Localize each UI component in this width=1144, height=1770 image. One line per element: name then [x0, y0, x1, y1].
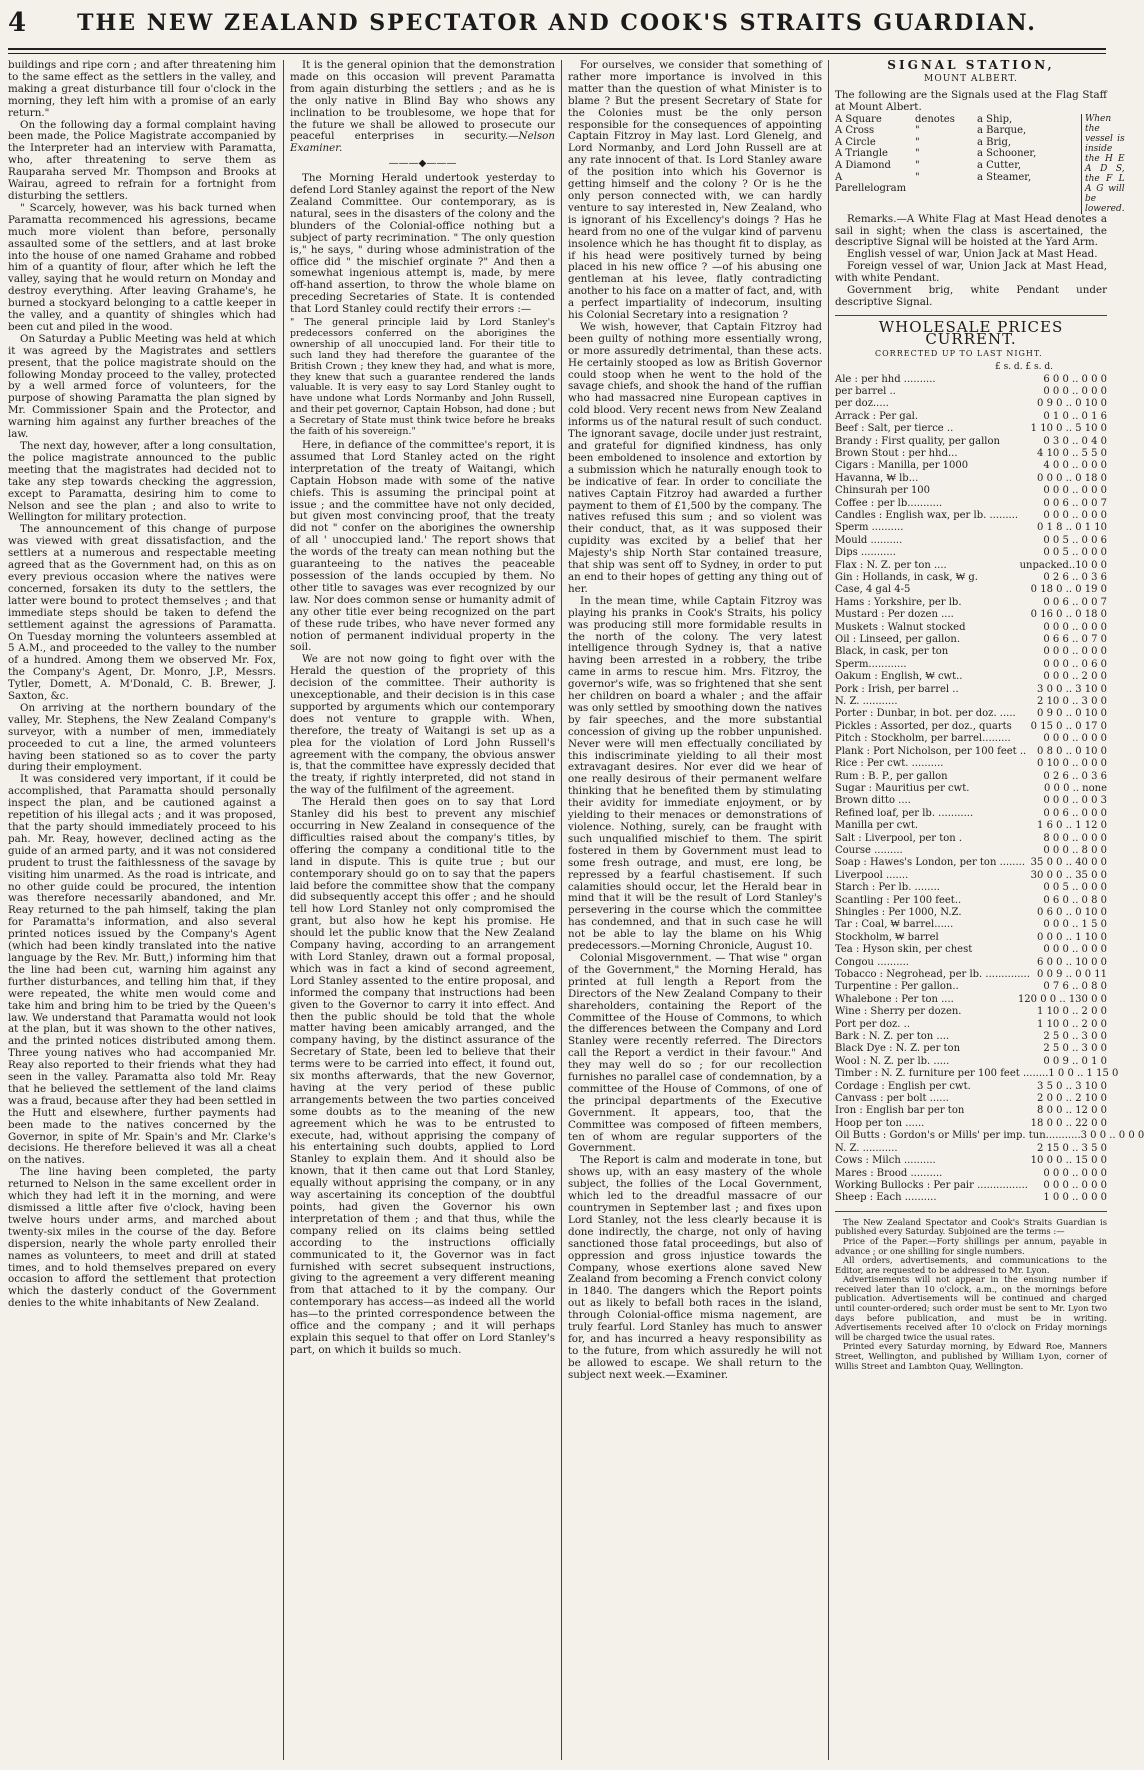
paragraph-text: It is the general opinion that the demonstration made on this occasion will prevent Paramatta from again disturbing the settlers ; and as he is the only native in Blind Bay who shows any inclination to be troublesome, we hope that for the future we shall be allowed to prosecute our peaceful enterprises in security. [290, 59, 555, 143]
price-value: 3 0 0 .. 0 0 0 [1080, 1130, 1144, 1142]
price-value: 0 1 0 .. 0 1 6 [1043, 410, 1107, 422]
signal-word: " [915, 160, 920, 171]
price-item: Course ......... [835, 844, 903, 856]
price-value: 2 15 0 .. 3 5 0 [1037, 1142, 1107, 1154]
price-item: Wool : N. Z. per lb. ..... [835, 1055, 950, 1067]
paragraph: The Herald then goes on to say that Lord Stanley did his best to prevent any mischief occurring in New Zealand in consequence of the difficulties raised about the company's titles, by offering the company a conditional title to the land in dispute. This is quite true ; but our contemporary should go on to say that the papers laid before the committee show that the company did subsequently accept this offer ; and he should tell how Lord Stanley not only compromised the grant, but also how he kept his promise. He should let the public know that the New Zealand Company having, according to an arrangement with Lord Stanley, drawn out a formal proposal, which was in fact a kind of second agreement, Lord Stanley assented to the entire proposal, and informed the company that instructions had been given to the Governor to carry it into effect. And then the public should be told that the whole matter having been amicably arranged, and the company having, by the distinct assurance of the Secretary of State, been led to believe that their terms were to be carried into effect, it found out, six months afterwards, that the new Governor, having at the very period of these public arrangements between the two parties conceived some doubts as to the meaning of the new agreement which he was to be entrusted to execute, had, without apprising the company of his entertaining such doubts, applied to Lord Stanley to explain them. And it should also be known, that it then came out that Lord Stanley, equally without apprising the company, or in any way ascertaining its conception of the doubtful points, had given the Governor his own interpretation of them ; and that thus, while the company relied on its claims being settled according to the instructions officially communicated to it, the Governor was in fact furnished with secret subsequent instructions, giving to the agreement a very different meaning from that attached to it by the company. Our contemporary has access—as indeed all the world has—to the printed correspondence between the office and the company ; and it will perhaps explain this sequel to that offer on Lord Stanley's part, on which it builds so much. [290, 796, 555, 1356]
section-ornament: ———◆——— [388, 158, 457, 170]
column-3 [568, 60, 822, 1760]
prices-title: WHOLESALE PRICES CURRENT. [878, 317, 1064, 348]
price-item: Port per doz. .. [835, 1018, 911, 1030]
price-row [835, 671, 1107, 683]
price-item: Cordage : English per cwt. [835, 1080, 971, 1092]
paragraph: In the mean time, while Captain Fitzroy was playing his pranks in Cook's Straits, his policy was producing still more formidable results in the north of the colony. The very latest intelligence through Sydney is, that a native having been arrested in a robbery, the tribe came in arms to rescue him. Mrs. Fitzroy, the governor's wife, was so frightened that she sent her children on board a whaler ; and the affair was only settled by smoothing down the natives by fair speeches, and the more substantial concession of giving up the robber unpunished. Never were will men effectually conciliated by this indiscriminate yielding to all their most extravagant desires. Nor ever did we hear of one really desirous of their permanent welfare thinking that he benefited them by stimulating their avidity for immediate enjoyment, or by yielding to their menaces or demonstrations of violence. Nothing, surely, can be fraught with such unqualified mischief to them. The spirit fostered in them by Government must lead to some fresh outrage, and must, ere long, be repressed by a fearful chastisement. If such calamities should occur, let the Herald bear in mind that it will be the result of Lord Stanley's persevering in the course which the committee has condemned, and that in such case he will not be able to lay the blame on his Whig predecessors.—Morning Chronicle, August 10. [568, 594, 822, 953]
price-item: Starch : Per lb. ........ [835, 882, 940, 894]
signal-station [835, 58, 1125, 309]
paragraph: The Morning Herald undertook yesterday to defend Lord Stanley against the report of the New Zealand Committee. Our contemporary, as is natural, sees in the disasters of the colony and the blunders of the Colonial-office nothing but a subject of party recrimination. " The only question is," he says, " during whose administration of the office did " the mischief orginate ?" And then a somewhat ingenious attempt is, made, by mere off-hand assertion, to throw the whole blame on preceding Secretaries of State. It is contended that Lord Stanley could rectify their errors :— [290, 172, 555, 316]
price-item: Liverpool ....... [835, 869, 909, 881]
price-row [835, 733, 1107, 745]
price-value: 10 0 0 .. 15 0 0 [1030, 1155, 1107, 1167]
price-item: Sheep : Each .......... [835, 1192, 937, 1204]
price-value: 4 0 0 .. 0 0 0 [1043, 460, 1107, 472]
price-row [835, 1019, 1107, 1031]
price-item: Sperm............ [835, 658, 907, 670]
paragraph: It was considered very important, if it could be accomplished, that Paramatta should personally inspect the plan, and be cautioned against a repetition of his illegal acts ; and it was proposed, that the party should immediately proceed to his pah. Mr. Reay, however, declined acting as the guide of an armed party, and it was not considered prudent to trust the faithlessness of the savage by visiting him unarmed. As the road is intricate, and no other guide could be procured, the intention was therefore necessarily abandoned, and Mr. Reay returned to the pah himself, taking the plan for Paramatta's information, and also several printed notices issued by the Company's Agent (which had been kindly translated into the native language by the Rev. Mr. Butt,) informing him that the line had been cut, warning him against any further disturbances, and telling him that, if they were repeated, the white men would come and take him and bring him to be tried by the Queen's law. We understand that Paramatta would not look at the plan, but it was shown to the other natives, and the printed notices distributed among them. Three young natives who had accompanied Mr. Reay also reported to their friends what they had seen in the valley. Paramatta also told Mr. Reay that he believed the settlement of the land claims was a fraud, because after they had been settled in the Hutt and elsewhere, further payments had been made to the natives concerned by the Governor, in spite of Mr. Spain's and Mr. Clarke's decisions. He therefore believed it was all a cheat on the natives. [8, 773, 276, 1167]
price-item: Oakum : English, ₩ cwt.. [835, 671, 963, 683]
signal-row [835, 125, 1077, 137]
price-row [835, 634, 1107, 646]
signal-word: " [915, 148, 920, 160]
price-value: 0 6 0 .. 0 8 0 [1043, 894, 1107, 906]
price-value: 1 10 0 .. 2 0 0 [1037, 1018, 1107, 1030]
price-item: Cigars : Manilla, per 1000 [835, 460, 969, 472]
price-row [835, 1068, 1119, 1080]
signal-word: " [915, 136, 920, 148]
price-row [835, 609, 1107, 621]
signal-shape: A Square [835, 113, 882, 125]
price-item: N. Z. ........... [835, 1142, 898, 1154]
price-value: 3 0 0 .. 3 10 0 [1037, 683, 1107, 695]
price-value: 0 0 9 .. 0 0 11 [1037, 969, 1107, 980]
price-value: 0 0 0 .. 0 0 0 [1043, 733, 1107, 745]
signal-table [835, 113, 1125, 214]
notice-paragraph: Price of the Paper.—Forty shillings per annum, payable in advance ; or one shilling for single numbers. [835, 1235, 1107, 1256]
price-item: Plank : Port Nicholson, per 100 feet .. [835, 745, 1027, 757]
price-row [835, 783, 1107, 795]
price-item: Pitch : Stockholm, per barrel......... [835, 733, 1011, 745]
price-row [835, 721, 1107, 733]
price-row [835, 659, 1107, 671]
price-value: 0 0 0 .. 1 5 0 [1043, 919, 1107, 931]
price-value: 0 16 0 .. 0 18 0 [1030, 609, 1107, 621]
price-value: 0 0 0 .. 0 0 0 [1043, 509, 1107, 521]
price-item: Coffee : per lb........... [835, 497, 943, 509]
price-row [835, 1130, 1144, 1142]
price-value: 1 10 0 .. 2 0 0 [1037, 1006, 1107, 1018]
signal-shape: A Triangle [835, 148, 888, 160]
price-value: 0 0 0 .. 0 18 0 [1037, 472, 1107, 484]
column-divider [283, 60, 284, 1760]
price-item: Mustard : Per dozen .... [835, 609, 954, 621]
price-value: 8 0 0 .. 0 0 0 [1043, 832, 1107, 844]
price-row [835, 1155, 1107, 1167]
price-row [835, 696, 1107, 708]
price-item: Dips ........... [835, 547, 896, 559]
signal-side-note: When the vessel is inside the H E A D S, the F L A G will be lowered. [1081, 114, 1125, 214]
price-value: 0 0 6 .. 0 0 0 [1043, 807, 1107, 819]
price-item: Sperm .......... [835, 522, 904, 534]
price-row [835, 907, 1107, 919]
signal-meaning: a Ship, [977, 113, 1013, 125]
signal-government: Government brig, white Pendant under descriptive Signal. [835, 284, 1107, 308]
signal-meaning: a Barque, [977, 125, 1027, 137]
paragraph: " Scarcely, however, was his back turned when Paramatta recommenced his agressions, became much more violent than before, personally assaulted some of the settlers, and at last broke into the house of one named Grahame and robbed him of a quantity of flour, after which he left the valley, saying that he would return on Monday and destroy everything. After leaving Grahame's, he burned a stockyard belonging to a cattle keeper in the valley, and a quantity of shingles which had been cut and piled in the wood. [8, 201, 276, 333]
price-item: Oil : Linseed, per gallon. [835, 634, 961, 646]
signal-subtitle: MOUNT ALBERT. [924, 73, 1018, 84]
price-row [835, 584, 1107, 596]
price-value: 0 0 0 .. 0 6 0 [1043, 658, 1107, 670]
price-item: Brown Stout : per hhd... [835, 447, 958, 459]
price-row [835, 1192, 1107, 1204]
price-item: Rice : Per cwt. .......... [835, 758, 944, 770]
price-row [835, 708, 1107, 720]
price-row [835, 547, 1107, 559]
signal-english: English vessel of war, Union Jack at Mast Head. [847, 248, 1098, 261]
price-item: Tobacco : Negrohead, per lb. .............. [835, 969, 1030, 980]
paragraph: The next day, however, after a long consultation, the police magistrate announced to the public meeting that the magistrates had decided not to take any step towards checking the aggression, except to Paramatta, desiring him to come to Nelson and see the plan ; and also to write to Wellington for military protection. [8, 440, 276, 524]
price-row [835, 572, 1107, 584]
page-number: 4 [8, 8, 27, 38]
price-row [835, 808, 1107, 820]
price-value: 30 0 0 .. 35 0 0 [1030, 869, 1107, 881]
price-row [835, 795, 1107, 807]
price-row [835, 957, 1107, 969]
price-item: Muskets : Walnut stocked [835, 621, 966, 633]
price-row [835, 1093, 1107, 1105]
price-item: Porter : Dunbar, in bot. per doz. ..... [835, 708, 1016, 720]
signal-meaning: a Cutter, [977, 160, 1022, 171]
price-item: Tar : Coal, ₩ barrel...... [835, 919, 954, 931]
signal-word: " [915, 171, 920, 183]
price-row [835, 969, 1107, 981]
price-row [835, 522, 1107, 534]
paragraph: On the following day a formal complaint having been made, the Police Magistrate accompanied by the Interpreter had an interview with Paramatta, who, after threatening to serve them as Rauparaha served Mr. Thompson and Brooks at Wairau, agreed to refrain for a fortnight from disturbing the settlers. [8, 118, 276, 202]
price-row [835, 436, 1107, 448]
price-list [835, 373, 1144, 1205]
price-item: per doz..... [835, 398, 889, 410]
price-value: unpacked..10 0 0 [1019, 559, 1107, 571]
column-1 [8, 60, 276, 1760]
price-item: Whalebone : Per ton .... [835, 993, 954, 1005]
price-value: 0 0 6 .. 0 0 7 [1043, 596, 1107, 608]
price-value: 0 0 0 .. 0 0 0 [1043, 944, 1107, 956]
price-row [835, 944, 1107, 956]
price-value: 0 0 0 .. 0 0 0 [1043, 1167, 1107, 1179]
price-row [835, 560, 1107, 572]
price-value: 2 5 0 .. 3 0 0 [1043, 1031, 1107, 1043]
price-value: 0 0 0 .. none [1044, 782, 1107, 794]
price-item: Congou .......... [835, 956, 909, 968]
price-value: 18 0 0 .. 22 0 0 [1030, 1117, 1107, 1129]
signal-row [835, 148, 1077, 160]
price-item: Case, 4 gal 4-5 [835, 584, 911, 596]
price-value: 1 6 0 .. 1 12 0 [1037, 820, 1107, 832]
price-row [835, 535, 1107, 547]
price-value: 0 10 0 .. 0 0 0 [1037, 758, 1107, 770]
price-value: 8 0 0 .. 12 0 0 [1037, 1105, 1107, 1117]
paragraph [290, 60, 555, 155]
price-row [835, 746, 1107, 758]
price-row [835, 473, 1107, 485]
price-value: 1 0 0 .. 1 15 0 [1048, 1068, 1119, 1080]
notice-paragraph: All orders, advertisements, and communications to the Editor, are requested to be addressed to Mr. Lyon. [835, 1255, 1107, 1275]
price-row [835, 1056, 1107, 1068]
price-row [835, 1180, 1107, 1192]
price-row [835, 857, 1107, 869]
signal-title: SIGNAL STATION, [887, 58, 1055, 72]
price-row [835, 771, 1107, 783]
newspaper-title: THE NEW ZEALAND SPECTATOR AND COOK'S STRAITS GUARDIAN. [77, 10, 1037, 36]
price-value: 2 10 0 .. 3 0 0 [1037, 696, 1107, 708]
signal-word: " [915, 125, 920, 137]
price-value: 0 0 0 .. 0 0 3 [1043, 795, 1107, 807]
price-item: Manilla per cwt. [835, 820, 919, 832]
price-value: 0 1 8 .. 0 1 10 [1037, 522, 1107, 534]
price-row [835, 758, 1107, 770]
price-item: Candles : English wax, per lb. ......... [835, 509, 1019, 521]
prices-headers: £ s. d. £ s. d. [995, 361, 1053, 372]
price-row [835, 919, 1107, 931]
price-value: 120 0 0 .. 130 0 0 [1017, 993, 1107, 1005]
price-value: 0 18 0 .. 0 19 0 [1030, 584, 1107, 596]
price-item: Hams : Yorkshire, per lb. [835, 596, 962, 608]
price-item: Turpentine : Per gallon.. [835, 981, 959, 993]
signal-shape: A Circle [835, 136, 876, 148]
price-value: 0 6 0 .. 0 10 0 [1037, 906, 1107, 918]
price-row [835, 485, 1107, 497]
signal-row [835, 137, 1077, 149]
signal-meaning: a Steamer, [977, 171, 1032, 183]
price-item: Oil Butts : Gordon's or Mills' per imp. tun........... [835, 1130, 1081, 1142]
notice-paragraph: Printed every Saturday morning, by Edward Roe, Manners Street, Wellington, and published by William Lyon, corner of Willis Street and Lambton Quay, Wellington. [835, 1341, 1107, 1371]
price-row [835, 423, 1107, 435]
signal-row [835, 114, 1077, 126]
price-row [835, 411, 1107, 423]
price-row [835, 820, 1107, 832]
column-2 [290, 60, 555, 1760]
price-value: 0 3 0 .. 0 4 0 [1043, 435, 1107, 447]
price-row [835, 1006, 1107, 1018]
price-item: Mould .......... [835, 534, 903, 546]
signal-row [835, 160, 1077, 172]
price-value: 4 10 0 .. 5 5 0 [1037, 447, 1107, 459]
paragraph: We are not now going to fight over with the Herald the question of the propriety of this decision of the committee. Their authority is unexceptionable, and their decision is in this case supported by arguments which our contemporary does not venture to grapple with. When, therefore, the treaty of Waitangi is set up as a plea for the violation of Lord John Russell's agreement with the company, the obvious answer is, that the committee have expressly decided that the treaty, if rightly interpreted, did not stand in the way of the fulfilment of the agreement. [290, 653, 555, 797]
price-row [835, 1168, 1107, 1180]
price-value: 0 0 9 .. 0 1 0 [1043, 1055, 1107, 1067]
price-item: Black Dye : N. Z. per ton [835, 1043, 961, 1055]
price-row [835, 994, 1107, 1006]
signal-shape: A Cross [835, 125, 875, 137]
price-item: Hoop per ton ...... [835, 1117, 925, 1129]
section-divider [835, 315, 1107, 316]
price-value: 0 7 6 .. 0 8 0 [1043, 981, 1107, 993]
price-row [835, 1105, 1107, 1117]
price-item: Refined loaf, per lb. ........... [835, 807, 974, 819]
masthead [0, 0, 1114, 52]
signal-intro: The following are the Signals used at the Flag Staff at Mount Albert. [835, 88, 1107, 113]
price-row [835, 646, 1107, 658]
price-item: Sugar : Mauritius per cwt. [835, 782, 970, 794]
price-item: Brandy : First quality, per gallon [835, 435, 1000, 447]
price-item: Mares : Brood .......... [835, 1167, 943, 1179]
price-row [835, 597, 1107, 609]
price-row [835, 1118, 1107, 1130]
price-value: 0 8 0 .. 0 10 0 [1037, 745, 1107, 757]
price-row [835, 448, 1107, 460]
price-value: 6 0 0 .. 10 0 0 [1037, 956, 1107, 968]
column-divider [828, 60, 829, 1760]
price-item: N. Z. ........... [835, 696, 898, 708]
column-4 [835, 58, 1144, 1760]
price-item: Arrack : Per gal. [835, 410, 919, 422]
paragraph: buildings and ripe corn ; and after threatening him to the same effect as the settlers in the valley, and making a great disturbance till four o'clock in the morning, they left him with a promise of an early return." [8, 59, 276, 119]
paragraph: Here, in defiance of the committee's report, it is assumed that Lord Stanley acted on the right interpretation of the treaty of Waitangi, which Captain Hobson made with some of the native chiefs. This is assuming the principal point at issue ; and the committee have not only decided, but given most convincing proof, that the treaty did not " confer on the aborigines the ownership of all ' unoccupied land.' The report shows that the words of the treaty can mean nothing but the guaranteeing to the natives the peaceable possession of the lands occupied by them. No other title to savages was ever recognized by our law. Nor does common sense or humanity admit of any other title ever being recognized on the part of these rude tribes, who have never formed any notion of permanent individual property in the soil. [290, 439, 555, 654]
price-item: Flax : N. Z. per ton .... [835, 559, 947, 571]
price-row [835, 833, 1107, 845]
column-divider [561, 60, 562, 1760]
signal-shape: A Diamond [835, 160, 891, 171]
signal-word: denotes [915, 113, 955, 125]
signal-shape: A Parellelogram [835, 171, 907, 195]
price-row [835, 981, 1107, 993]
paragraph: The line having been completed, the party returned to Nelson in the same excellent order in which they had left it in the morning, and were dismissed a little after five o'clock, having been twelve hours under arms, and marched about twenty-six miles in the course of the day. Before dispersion, nearly the whole party enrolled their names as volunteers, to meet and drill at stated times, and to hold themselves prepared on every occasion to afford the settlement that protection which the dasterly conduct of the Government denies to the white inhabitants of New Zealand. [8, 1166, 276, 1310]
paragraph: On Saturday a Public Meeting was held at which it was agreed by the Magistrates and settlers present, that the police magistrate should on the following Monday proceed to the valley, protected by a well armed force of volunteers, for the purpose of showing Paramatta the plan signed by Mr. Commissioner Spain and the Protector, and warning him against any further breaches of the law. [8, 332, 276, 441]
price-value: 3 5 0 .. 3 10 0 [1037, 1080, 1107, 1092]
price-row [835, 622, 1107, 634]
price-row [835, 845, 1107, 857]
source-credit: —Nelson Examiner. [290, 130, 555, 155]
paragraph: For ourselves, we consider that something of rather more importance is involved in this matter than the question of what Minister is to blame ? But the present Secretary of State for the Colonies must be the only person responsible for the consequences of appointing Captain Fitzroy in May last. Lord Glenelg, and Lord Normanby, and Lord John Russell are at any rate innocent of that. Is Lord Stanley aware of the position into which his Governor is getting himself and the colony ? Or is he the only person connected with, we can hardly venture to say interested in, New Zealand, who is ignorant of his Excellency's doings ? Has he heard from no one of the vulgar kind of parvenu insolence which he has thought fit to display, as if his head were positively turned by being placed in his new office ? —of his abusing one gentleman at his levee, flatly contradicting another to his face on a matter of fact, and, with a perfect impartiality of indecorum, insulting his Colonial Secretary into a resignation ? [568, 59, 822, 322]
price-row [835, 374, 1107, 386]
price-item: Shingles : Per 1000, N.Z. [835, 906, 962, 918]
price-item: Black, in cask, per ton [835, 646, 949, 658]
price-item: per barrel .. [835, 385, 896, 397]
price-value: 0 6 6 .. 0 7 0 [1043, 634, 1107, 646]
price-value: 0 0 5 .. 0 0 0 [1043, 882, 1107, 894]
price-item: Beef : Salt, per tierce .. [835, 423, 954, 435]
price-row [835, 1043, 1107, 1055]
price-value: 0 0 0 .. 2 0 0 [1043, 671, 1107, 683]
signal-meaning: a Schooner, [977, 148, 1037, 160]
price-item: Stockholm, ₩ barrel [835, 931, 939, 943]
notice-paragraph: Advertisements will not appear in the ensuing number if received later than 10 o'clock, a.m., on the mornings before publication. Advertisements will be continued and charged until counter-ordered; such order must be sent to Mr. Lyon two days before publication, and must be in writing. Advertisements received after 10 o'clock on Friday mornings will be charged twice the usual rates. [835, 1274, 1107, 1342]
price-item: Pickles : Assorted, per doz., quarts [835, 720, 1012, 732]
signal-rows [835, 114, 1077, 214]
price-value: 1 10 0 .. 5 10 0 [1030, 423, 1107, 435]
price-item: Ale : per hhd .......... [835, 373, 936, 385]
price-value: 0 9 0 .. 0 10 0 [1037, 398, 1107, 410]
price-value: 6 0 0 .. 0 0 0 [1043, 373, 1107, 385]
notice-paragraph: The New Zealand Spectator and Cook's Straits Guardian is published every Saturday. Subjoined are the terms :— [835, 1216, 1107, 1237]
price-value: 0 0 0 .. 0 0 0 [1043, 646, 1107, 658]
paragraph: The announcement of this change of purpose was viewed with great dissatisfaction, and the settlers at a numerous and respectable meeting agreed that as the Government had, on this as on every previous occasion where the natives were concerned, forsaken its duty to the settlers, the latter were bound to protect themselves ; and that immediate steps should be taken to defend the settlement against the agressions of Paramatta. On Tuesday morning the volunteers assembled at 5 A.M., and proceeded to the valley to the number of a hundred. Among them we observed Mr. Fox, the Company's Agent, Dr. Monro, J.P., Messrs. Tytler, Domett, A. M'Donald, C. B. Brewer, J. Saxton, &c. [8, 523, 276, 703]
section-divider [835, 1211, 1107, 1212]
price-row [835, 460, 1107, 472]
price-row [835, 510, 1107, 522]
prices-corrected: CORRECTED UP TO LAST NIGHT. [875, 348, 1043, 358]
price-item: Timber : N. Z. furniture per 100 feet ........ [835, 1068, 1049, 1080]
price-item: Tea : Hyson skin, per chest [835, 944, 973, 956]
price-value: 0 9 0 .. 0 10 0 [1037, 708, 1107, 720]
price-value: 0 0 0 .. 0 0 0 [1043, 485, 1107, 497]
price-row [835, 870, 1107, 882]
price-item: Working Bullocks : Per pair ................ [835, 1179, 1028, 1191]
signal-remarks: Remarks.—A White Flag at Mast Head denotes a sail in sight; when the class is ascertained, the descriptive Signal will be hoisted at the Yard Arm. [835, 212, 1107, 249]
price-value: 0 0 0 .. 0 0 0 [1043, 1179, 1107, 1191]
price-value: 0 0 5 .. 0 0 0 [1043, 547, 1107, 559]
price-value: 0 0 6 .. 0 0 7 [1043, 497, 1107, 509]
price-row [835, 398, 1107, 410]
price-item: Iron : English bar per ton [835, 1105, 965, 1117]
price-item: Cows : Milch .......... [835, 1155, 936, 1167]
price-item: Soap : Hawes's London, per ton ........ [835, 857, 1025, 869]
quotation: " The general principle laid by Lord Stanley's predecessors conferred on the aborigines the ownership of all unoccupied land. For their title to such land they had therefore the guarantee of the British Crown ; they knew they had, and what is more, they knew that such a guarantee rendered the lands valuable. It is very easy to say Lord Stanley ought to have undone what Lords Normanby and John Russell, and their pet governor, Captain Hobson, had done ; but a Secretary of State must think twice before he breaks the faith of his sovereign." [290, 317, 555, 438]
price-item: Havanna, ₩ lb... [835, 472, 919, 484]
price-value: 0 0 5 .. 0 0 6 [1043, 534, 1107, 546]
price-value: 2 0 0 .. 2 10 0 [1037, 1093, 1107, 1105]
price-value: 0 15 0 .. 0 17 0 [1030, 720, 1107, 732]
price-row [835, 498, 1107, 510]
price-item: Salt : Liverpool, per ton . [835, 832, 963, 844]
price-row [835, 882, 1107, 894]
price-item: Brown ditto .... [835, 795, 911, 807]
price-row [835, 386, 1107, 398]
price-value: 0 0 0 .. 8 0 0 [1043, 844, 1107, 856]
paragraph: Colonial Misgovernment. — That wise " organ of the Government," the Morning Herald, has printed at full length a Report from the Directors of the New Zealand Company to their shareholders, containing the Report of the Committee of the House of Commons, to which the differences between the Company and Lord Stanley were recently referred. The Directors call the Report a verdict in their favour." And they may well do so ; for our recollection furnishes no parallel case of condemnation, by a committee of the House of Commons, of one of the principal departments of the Executive Government. It appears, too, that the Committee was composed of fifteen members, ten of whom are regular supporters of the Government. [568, 951, 822, 1155]
price-item: Pork : Irish, per barrel .. [835, 683, 959, 695]
price-item: Canvass : per bolt ...... [835, 1093, 949, 1105]
price-value: 0 2 6 .. 0 3 6 [1043, 572, 1107, 583]
price-item: Scantling : Per 100 feet.. [835, 894, 962, 906]
paragraph: We wish, however, that Captain Fitzroy had been guilty of nothing more essentially wrong, or more assuredly detrimental, than these acts. He certainly stooped as low as British Governor could stoop when he went to the hold of the savage chiefs, and shook the hand of the ruffian who had massacred nine European captives in cold blood. Very recent news from New Zealand informs us of the natural result of such conduct. The ignorant savage, docile under just restraint, and grateful for dignified kindness, has only been emboldened to insolence and extortion by a submission which he naturally enough took to be indicative of fear. In order to conciliate the natives Captain Fitzroy had awarded a further payment to them of £1,500 by the company. The natives refused this sum ; and so violent was their conduct, that, as it was supposed their cupidity was excited by a belief that her Majesty's ship North Star contained treasure, that ship was sent off to Sydney, in order to put an end to their hopes of getting any thing out of her. [568, 320, 822, 595]
masthead-rule [8, 48, 1106, 54]
price-value: 0 0 0 .. 1 10 0 [1037, 931, 1107, 943]
price-value: 35 0 0 .. 40 0 0 [1030, 857, 1107, 869]
price-value: 2 5 0 .. 3 0 0 [1043, 1043, 1107, 1055]
price-item: Wine : Sherry per dozen. [835, 1006, 962, 1018]
price-value: 0 0 0 .. 0 0 0 [1043, 385, 1107, 397]
price-row [835, 1143, 1107, 1155]
price-item: Rum : B. P., per gallon [835, 770, 948, 782]
paragraph: The Report is calm and moderate in tone, but shows up, with an easy mastery of the whole subject, the follies of the Local Government, which led to the dreadful massacre of our countrymen in September last ; and fixes upon Lord Stanley, not the less clearly because it is done indirectly, the charge, not only of having sanctioned those fatal proceedings, but also of oppression and gross injustice towards the Company, whose exertions alone saved New Zealand from becoming a French convict colony in 1840. The dangers which the Report points out as likely to befall both races in the island, through Colonial-office misma nagement, are truly fearful. Lord Stanley has much to answer for, and has incurred a heavy responsibility as to the future, from which assuredly he will not be allowed to escape. We shall return to the subject next week.—Examiner. [568, 1154, 822, 1381]
signal-foreign: Foreign vessel of war, Union Jack at Mast Head, with white Pendant. [835, 260, 1107, 285]
price-row [835, 895, 1107, 907]
price-item: Bark : N. Z. per ton .... [835, 1031, 950, 1043]
price-item: Chinsurah per 100 [835, 485, 931, 497]
price-row [835, 932, 1107, 944]
price-value: 0 2 6 .. 0 3 6 [1043, 770, 1107, 782]
publication-notice [835, 1218, 1107, 1372]
price-row [835, 684, 1107, 696]
price-row [835, 1081, 1107, 1093]
price-row [835, 1031, 1107, 1043]
price-item: Gin : Hollands, in cask, ₩ g. [835, 572, 978, 583]
signal-meaning: a Brig, [977, 136, 1012, 148]
paragraph: On arriving at the northern boundary of the valley, Mr. Stephens, the New Zealand Company's surveyor, with a number of men, immediately proceeded to cut a line, the armed volunteers having been stationed so as to cover the party during their employment. [8, 701, 276, 774]
prices-current [835, 317, 1144, 1205]
price-value: 0 0 0 .. 0 0 0 [1043, 621, 1107, 633]
price-value: 1 0 0 .. 0 0 0 [1043, 1192, 1107, 1204]
signal-row [835, 172, 1077, 195]
